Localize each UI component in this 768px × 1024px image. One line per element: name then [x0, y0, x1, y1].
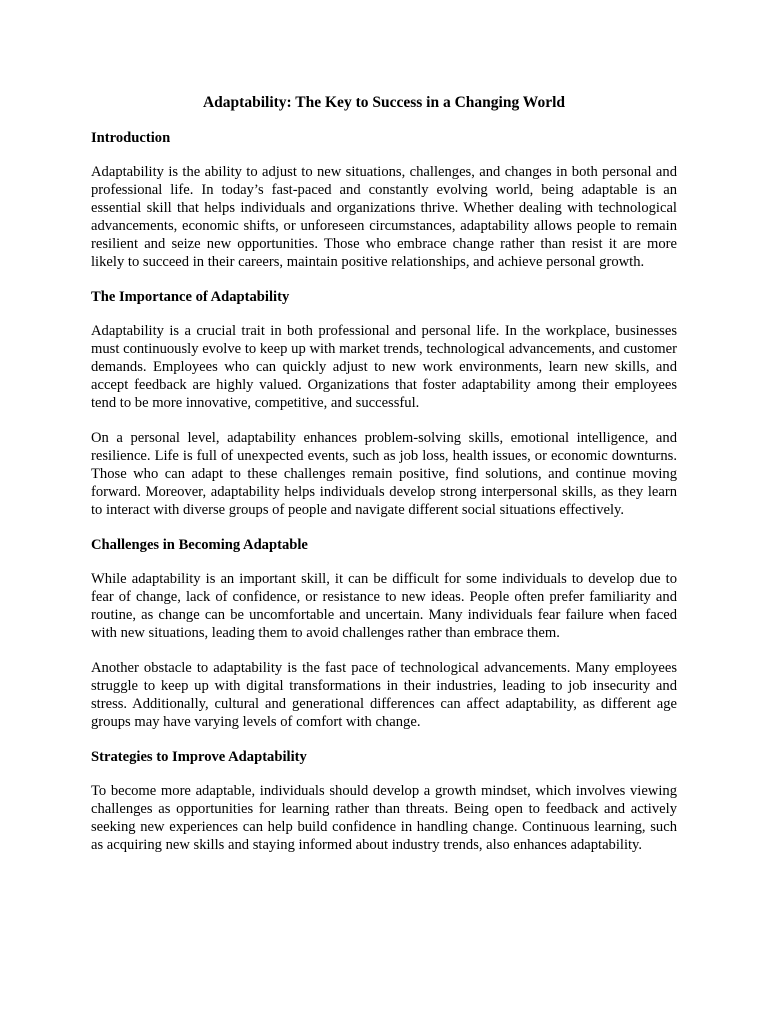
paragraph: Another obstacle to adaptability is the fast pace of technological advancements. Many employees struggle to keep up with digital transformations in their industries, leading to job insecurity and stress. Additionally, cultural and generational differences can affect adaptability, as different age groups may have varying levels of comfort with change. — [91, 660, 677, 730]
section-importance — [91, 288, 677, 519]
paragraph: While adaptability is an important skill, it can be difficult for some individuals to develop due to fear of change, lack of confidence, or resistance to new ideas. People often prefer familiarity and routine, as change can be uncomfortable and uncertain. Many individuals fear failure when faced with new situations, leading them to avoid challenges rather than embrace them. — [91, 571, 677, 641]
section-heading: Challenges in Becoming Adaptable — [91, 537, 308, 553]
paragraph: Adaptability is a crucial trait in both professional and personal life. In the workplace, businesses must continuously evolve to keep up with market trends, technological advancements, and customer demands. Employees who can quickly adjust to new work environments, learn new skills, and accept feedback are highly valued. Organizations that foster adaptability among their employees tend to be more innovative, competitive, and successful. — [91, 323, 677, 411]
document-title: Adaptability: The Key to Success in a Changing World — [202, 94, 566, 111]
section-strategies — [91, 748, 677, 854]
paragraph: To become more adaptable, individuals should develop a growth mindset, which involves viewing challenges as opportunities for learning rather than threats. Being open to feedback and actively seeking new experiences can help build confidence in handling change. Continuous learning, such as acquiring new skills and staying informed about industry trends, also enhances adaptability. — [91, 783, 677, 853]
section-heading: Strategies to Improve Adaptability — [91, 749, 307, 765]
paragraph: Adaptability is the ability to adjust to new situations, challenges, and changes in both personal and professional life. In today’s fast-paced and constantly evolving world, being adaptable is an essential skill that helps individuals and organizations thrive. Whether dealing with technological advancements, economic shifts, or unforeseen circumstances, adaptability allows people to remain resilient and seize new opportunities. Those who embrace change rather than resist it are more likely to succeed in their careers, maintain positive relationships, and achieve personal growth. — [91, 164, 677, 270]
section-heading: The Importance of Adaptability — [91, 289, 290, 305]
section-introduction — [91, 129, 677, 271]
section-challenges — [91, 536, 677, 731]
section-heading: Introduction — [91, 130, 171, 146]
paragraph: On a personal level, adaptability enhances problem-solving skills, emotional intelligence, and resilience. Life is full of unexpected events, such as job loss, health issues, or economic downturns. Those who can adapt to these challenges remain positive, find solutions, and continue moving forward. Moreover, adaptability helps individuals develop strong interpersonal skills, as they learn to interact with diverse groups of people and navigate different social situations effectively. — [91, 430, 677, 518]
document-page — [91, 93, 677, 871]
